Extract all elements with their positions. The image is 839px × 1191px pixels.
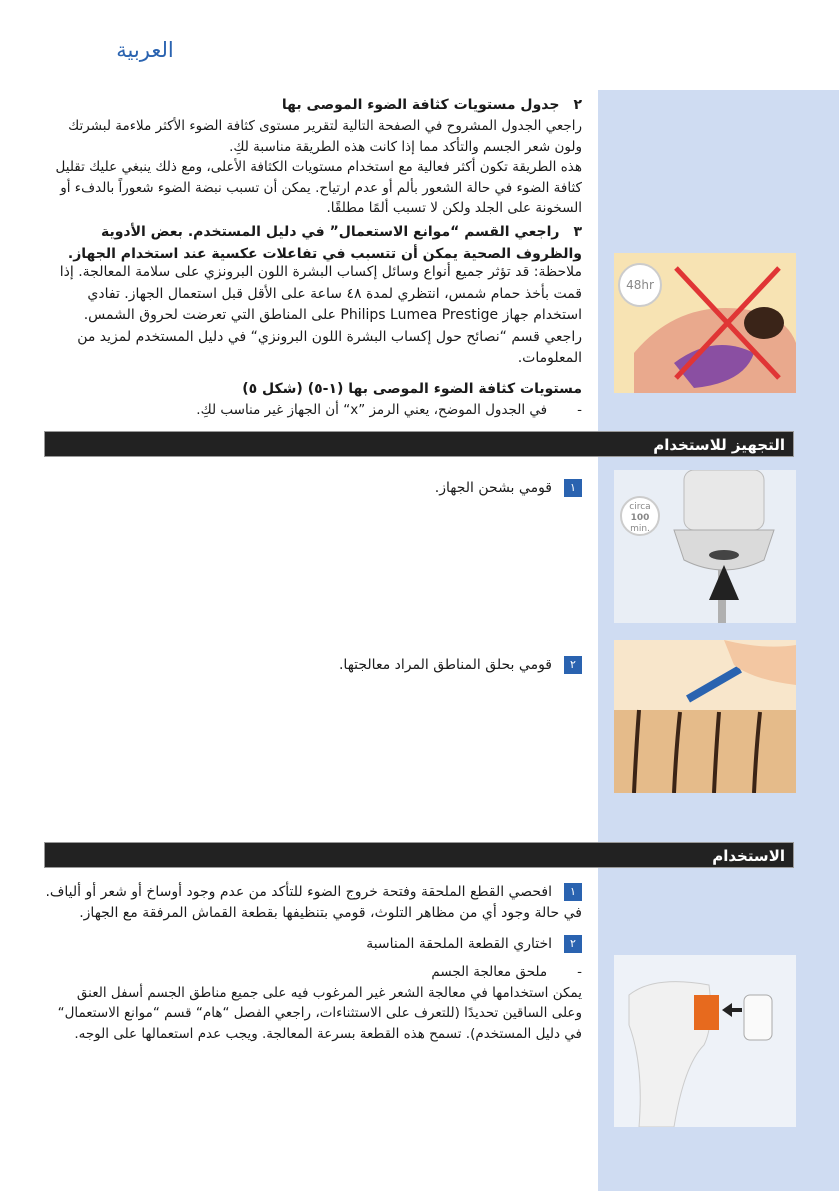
step-number: ١ bbox=[564, 479, 582, 497]
no-tanning-illustration bbox=[614, 253, 796, 393]
use-step-1: ١افحصي القطع الملحقة وفتحة خروج الضوء للتأكد من عدم وجود أوساخ أو شعر أو ألياف. في حالة وجود أي من مظاهر التلوث، قومي بتنظيفها بقطعة القماش المرفقة مع الجهاز. bbox=[45, 884, 582, 921]
section-heading: ٢جدول مستويات كثافة الضوء الموصى بها bbox=[281, 97, 582, 113]
attachment-description bbox=[44, 962, 582, 1044]
section-number: ٢ bbox=[573, 97, 582, 113]
attachment-title: -ملحق معالجة الجسم bbox=[431, 964, 582, 980]
use-step-2: ٢اختاري القطعة الملحقة المناسبة bbox=[44, 934, 582, 955]
language-label: العربية bbox=[116, 38, 174, 62]
levels-bullet: -في الجدول الموضح، يعني الرمز ”x“ أن الجهاز غير مناسب لكِ. bbox=[196, 401, 582, 418]
use-section-bar: الاستخدام bbox=[44, 842, 794, 868]
tanning-note bbox=[44, 262, 582, 420]
step-number: ٢ bbox=[564, 935, 582, 953]
section-intensity-table bbox=[44, 94, 582, 265]
paragraph: هذه الطريقة تكون أكثر فعالية مع استخدام مستويات الكثافة الأعلى، ومع ذلك ينبغي عليك تقليل كثافة الضوء في حالة الشعور بألم أو عدم ارتياح. يمكن أن تسبب نبضة الضوء شعوراً بالدفء أو السخونة على الجلد ولكن لا تسبب ألمًا مطلقًا. bbox=[55, 159, 582, 216]
levels-heading: مستويات كثافة الضوء الموصى بها (١-٥) (شكل ٥) bbox=[242, 380, 582, 397]
prep-step-1: ١قومي بشحن الجهاز. bbox=[44, 478, 582, 499]
charging-illustration bbox=[614, 470, 796, 623]
step-number: ١ bbox=[564, 883, 582, 901]
section-number: ٣ bbox=[573, 223, 582, 240]
attachment-illustration bbox=[614, 955, 796, 1127]
48hr-badge: 48hr bbox=[618, 263, 662, 307]
note-text: ملاحظة: قد تؤثر جميع أنواع وسائل إكساب البشرة اللون البرونزي على سلامة المعالجة. إذا قمت بأخذ حمام شمس، انتظري لمدة ٤٨ ساعة على الأقل قبل استعمال الجهاز. تفادي استخدام جهاز Philips Lumea Prestige على المناطق التي تعرضت لحروق الشمس. راجعي قسم “نصائح حول إكساب البشرة اللون البرونزي“ في دليل المستخدم لمزيد من المعلومات. bbox=[59, 264, 582, 366]
device-figure bbox=[614, 955, 796, 1127]
shaving-illustration bbox=[614, 640, 796, 793]
prep-section-bar: التجهيز للاستخدام bbox=[44, 431, 794, 457]
charge-time-badge: circa 100 min. bbox=[620, 496, 660, 536]
paragraph: راجعي الجدول المشروح في الصفحة التالية لتقرير مستوى كثافة الضوء الأكثر ملاءمة لبشرتك ولون شعر الجسم والتأكد مما إذا كانت هذه الطريقة مناسبة لكِ. bbox=[68, 118, 582, 155]
attachment-text: يمكن استخدامها في معالجة الشعر غير المرغوب فيه على جميع مناطق الجسم أسفل العنق وعلى الساقين تحديدًا (للتعرف على الاستثناءات، راجعي الفصل “هام“ قسم “موانع الاستعمال“ في دليل المستخدم). تسمح هذه القطعة بسرعة المعالجة. ويجب عدم استعمالها على الوجه. bbox=[57, 984, 582, 1042]
step-number: ٢ bbox=[564, 656, 582, 674]
shaving-figure bbox=[614, 640, 796, 793]
charger-figure bbox=[614, 470, 796, 623]
prep-step-2: ٢قومي بحلق المناطق المراد معالجتها. bbox=[44, 655, 582, 676]
section-heading: ٣راجعي القسم “موانع الاستعمال” في دليل المستخدم. بعض الأدوية والظروف الصحية يمكن أن تتسبب في تفاعلات عكسية عند استخدام الجهاز. bbox=[67, 223, 582, 262]
